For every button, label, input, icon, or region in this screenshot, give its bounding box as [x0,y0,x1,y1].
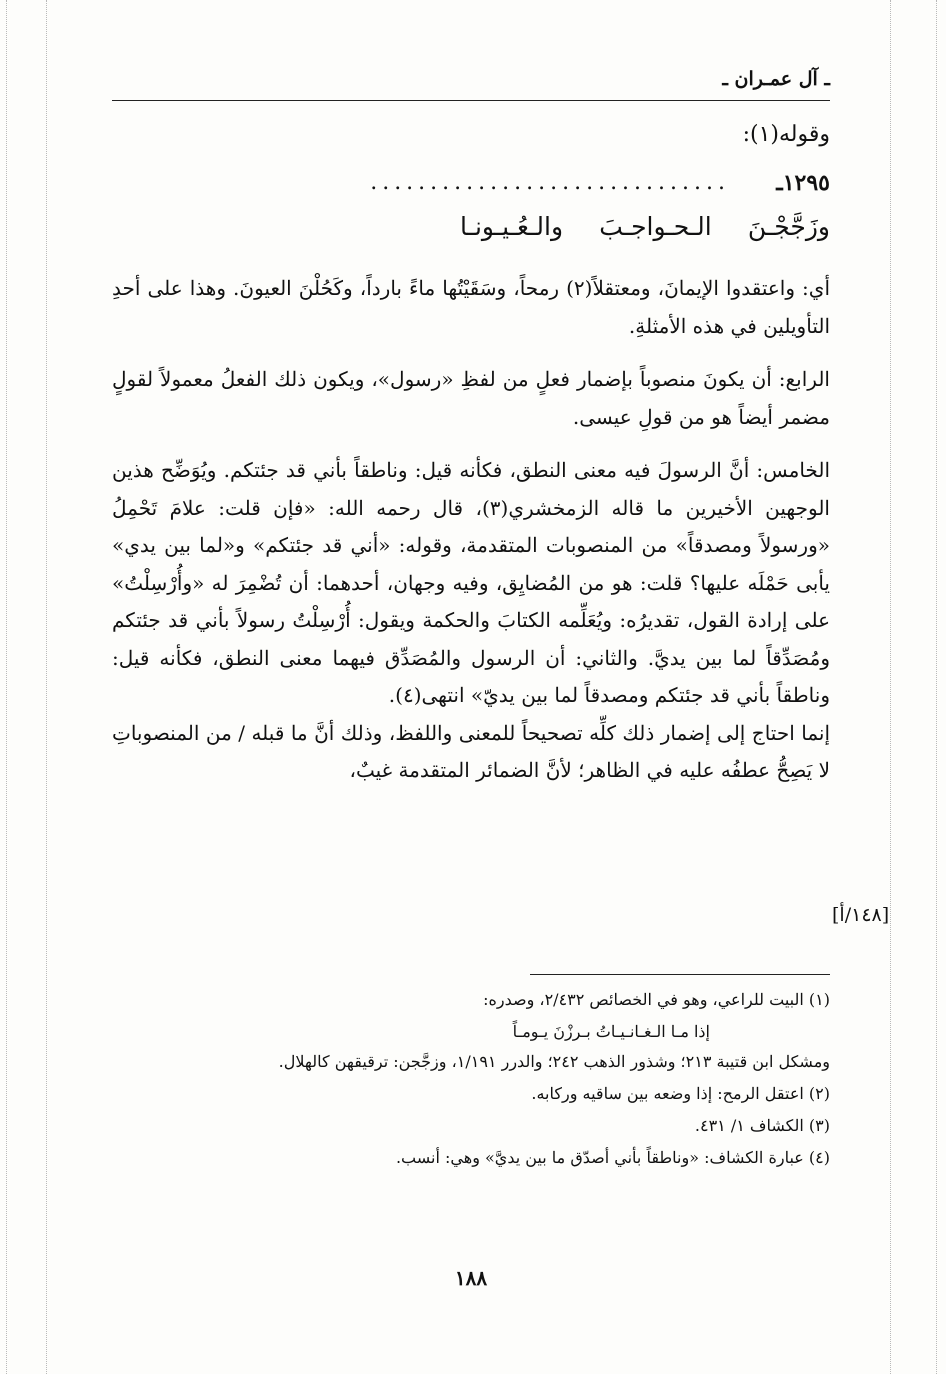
verse-dots: .............................. [370,170,730,195]
verse-number: ١٢٩٥ـ [776,170,830,196]
header-rule [112,100,830,101]
footnote-2: (٢) اعتقل الرمح: إذا وضعه بين ساقيه وركابه. [531,1084,830,1103]
footnote-4: (٤) عبارة الكشاف: «وناطقاً بأني أصدّق ما بين يديَّ» وهي: أنسب. [395,1148,830,1167]
paragraph: الرابع: أن يكونَ منصوباً بإضمار فعلٍ من لفظِ «رسول»، ويكون ذلك الفعلُ معمولاً لقولٍ مضمر أيضاً هو من قولِ عيسى. [112,367,830,429]
scan-edge-right-inner [890,0,891,1374]
footnote-3: (٣) الكشاف ١/ ٤٣١. [694,1116,830,1135]
footnote-rule [530,974,830,975]
scan-edge-left-inner [46,0,47,1374]
footnote-1: (١) البيت للراعي، وهو في الخصائص ٢/٤٣٢، وصدره: [483,990,830,1009]
footnotes [112,986,830,1176]
scan-edge-right [936,0,937,1374]
page-number: ١٨٨ [454,1266,488,1290]
poetry-verse: وزَجَّجْـنَ الـحـواجـبَ والـعُـيـونـا [460,212,830,241]
verse-header [112,170,830,206]
main-text [112,270,830,790]
paragraph: أي: واعتقدوا الإيمانَ، ومعتقلاً(٢) رمحاً، وسَقَيْتُها ماءً بارداً، وكَحُلْنَ العيونَ. وهذا على أحدِ التأويلين في هذه الأمثلةِ. [112,276,830,338]
footnote-1-verse: إذا مـا الـغـانـيـاتُ بـرزْنَ يـومـاً [512,1022,710,1041]
footnote-1-continued: ومشكل ابن قتيبة ٢١٣؛ وشذور الذهب ٢٤٢؛ والدرر ١/١٩١، وزجَّجن: ترقيقهن كالهلال. [278,1052,830,1071]
running-head: ـ آل عمـران ـ [722,68,830,90]
scan-edge-left [6,0,7,1374]
paragraph: إنما احتاج إلى إضمار ذلك كلِّه تصحيحاً للمعنى واللفظ، وذلك أنَّ ما قبله / من المنصوباتِ لا يَصِحُّ عطفُه عليه في الظاهر؛ لأنَّ الضمائر المتقدمة غيبٌ، [112,720,830,782]
manuscript-margin-ref: [١٤٨/أ] [832,904,890,926]
paragraph: الخامس: أنَّ الرسولَ فيه معنى النطق، فكأنه قيل: وناطقاً بأني قد جئتكم. ويُوَضِّح هذين الوجهين الأخيرين ما قاله الزمخشري(٣)، قال رحمه الله: «فإن قلت: علامَ تَحْمِلُ «ورسولاً ومصدقاً» من المنصوبات المتقدمة، وقوله: «أني قد جئتكم» و«لما بين يدي» يأبى حَمْلَه عليها؟ قلت: هو من المُضايِق، وفيه وجهان، أحدهما: أن تُضْمِرَ له «وأُرْسِلْتُ» على إرادة القول، تقديرُه: ويُعَلِّمه الكتابَ والحكمة ويقول: أُرْسِلْتُ رسولاً بأني قد جئتكم ومُصَدِّقاً لما بين يديَّ. والثاني: أن الرسول والمُصَدِّق فيهما معنى النطق، فكأنه قيل: وناطقاً بأني قد جئتكم ومصدقاً لما بين يديّ» انتهى(٤). [112,458,830,707]
intro-line: وقوله(١): [742,122,830,147]
book-page [112,0,830,1374]
